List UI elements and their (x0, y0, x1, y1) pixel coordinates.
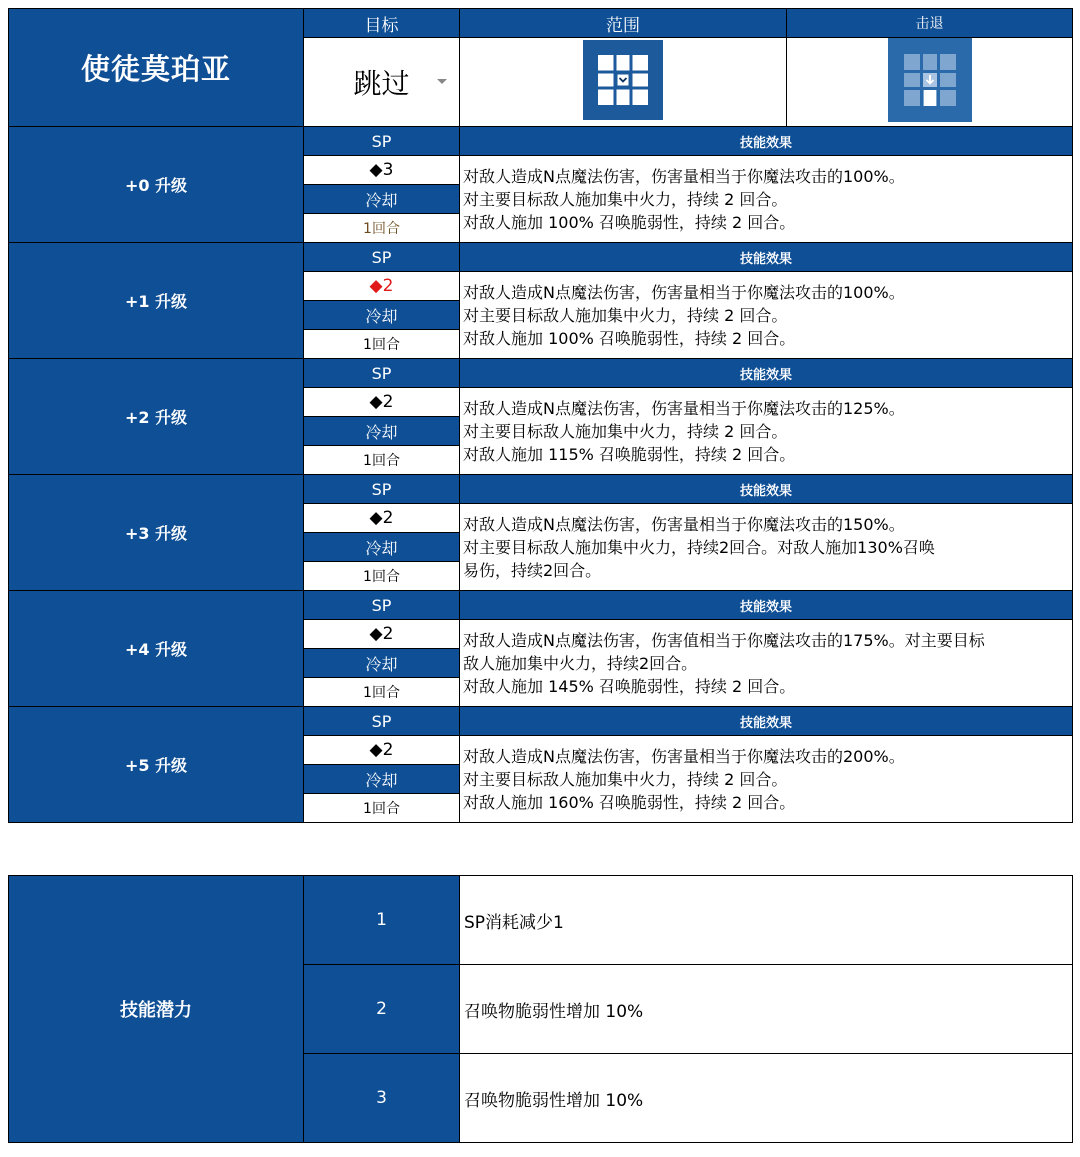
skill-effect-text (460, 272, 1073, 359)
cooldown-label: 冷却 (304, 649, 460, 678)
potential-number: 3 (304, 1054, 460, 1143)
effect-line: 对敌人造成N点魔法伤害，伤害值相当于你魔法攻击的175%。对主要目标 (463, 630, 985, 650)
sp-value: 2 (382, 508, 394, 528)
level-row (9, 591, 1073, 620)
sp-value: 2 (382, 624, 394, 644)
header-range: 范围 (460, 9, 787, 38)
effect-line: 对敌人施加 100% 召唤脆弱性，持续 2 回合。 (463, 212, 796, 232)
potential-text: 召唤物脆弱性增加 10% (460, 1054, 1073, 1143)
skill-effect-text (460, 620, 1073, 707)
diamond-icon: ◆ (369, 624, 383, 644)
target-value: 跳过 (353, 67, 410, 100)
effect-line: 对敌人造成N点魔法伤害，伤害量相当于你魔法攻击的150%。 (463, 514, 905, 534)
grid-3x3-arrow-down-icon (888, 38, 972, 126)
cooldown-value: 1回合 (304, 214, 460, 243)
skill-effect-text (460, 504, 1073, 591)
grid-3x3-chevron-down-icon (583, 40, 663, 124)
cooldown-value: 1回合 (304, 678, 460, 707)
cooldown-label: 冷却 (304, 765, 460, 794)
effect-line: 对敌人造成N点魔法伤害，伤害量相当于你魔法攻击的100%。 (463, 282, 905, 302)
cooldown-label: 冷却 (304, 533, 460, 562)
sp-value: 2 (382, 276, 394, 296)
effect-line: 对主要目标敌人施加集中火力，持续2回合。对敌人施加130%召唤 (463, 537, 935, 557)
effect-line: 对敌人施加 115% 召唤脆弱性，持续 2 回合。 (463, 444, 796, 464)
sp-value: 2 (382, 392, 394, 412)
sp-cost (304, 272, 460, 301)
potential-number: 2 (304, 965, 460, 1054)
level-label: +4 升级 (9, 591, 304, 707)
skill-effect-text (460, 156, 1073, 243)
level-row (9, 127, 1073, 156)
effect-line: 易伤，持续2回合。 (463, 560, 602, 580)
effect-line: 对敌人造成N点魔法伤害，伤害量相当于你魔法攻击的200%。 (463, 746, 905, 766)
knockback-cell (787, 38, 1073, 127)
level-label: +5 升级 (9, 707, 304, 823)
level-label: +0 升级 (9, 127, 304, 243)
skill-effect-label: 技能效果 (460, 359, 1073, 388)
skill-effect-label: 技能效果 (460, 127, 1073, 156)
effect-line: 对主要目标敌人施加集中火力，持续 2 回合。 (463, 769, 788, 789)
level-label: +2 升级 (9, 359, 304, 475)
potential-table (8, 875, 1073, 1143)
sp-cost (304, 388, 460, 417)
header-target: 目标 (304, 9, 460, 38)
sp-label: SP (304, 475, 460, 504)
dropdown-caret-icon[interactable] (437, 79, 447, 84)
level-row (9, 243, 1073, 272)
effect-line: 对主要目标敌人施加集中火力，持续 2 回合。 (463, 189, 788, 209)
skill-table (8, 8, 1073, 823)
cooldown-label: 冷却 (304, 185, 460, 214)
skill-effect-text (460, 388, 1073, 475)
potential-row (9, 876, 1073, 965)
sp-label: SP (304, 243, 460, 272)
header-knockback: 击退 (787, 9, 1073, 38)
level-row (9, 359, 1073, 388)
level-row (9, 475, 1073, 504)
effect-line: 对敌人施加 160% 召唤脆弱性，持续 2 回合。 (463, 792, 796, 812)
diamond-icon: ◆ (369, 740, 383, 760)
sp-cost (304, 736, 460, 765)
sp-value: 2 (382, 740, 394, 760)
sp-cost (304, 620, 460, 649)
skill-effect-label: 技能效果 (460, 475, 1073, 504)
effect-line: 对敌人施加 145% 召唤脆弱性，持续 2 回合。 (463, 676, 796, 696)
cooldown-value: 1回合 (304, 562, 460, 591)
effect-line: 对主要目标敌人施加集中火力，持续 2 回合。 (463, 421, 788, 441)
cooldown-value: 1回合 (304, 330, 460, 359)
diamond-icon: ◆ (369, 276, 383, 296)
sp-label: SP (304, 359, 460, 388)
cooldown-value: 1回合 (304, 446, 460, 475)
potential-text: SP消耗减少1 (460, 876, 1073, 965)
effect-line: 对主要目标敌人施加集中火力，持续 2 回合。 (463, 305, 788, 325)
skill-effect-label: 技能效果 (460, 591, 1073, 620)
cooldown-label: 冷却 (304, 417, 460, 446)
level-label: +3 升级 (9, 475, 304, 591)
skill-name: 使徒莫珀亚 (9, 9, 304, 127)
potential-label: 技能潜力 (9, 876, 304, 1143)
sp-value: 3 (382, 160, 394, 180)
skill-effect-label: 技能效果 (460, 707, 1073, 736)
sp-cost (304, 156, 460, 185)
range-cell (460, 38, 787, 127)
diamond-icon: ◆ (369, 508, 383, 528)
diamond-icon: ◆ (369, 160, 383, 180)
sp-label: SP (304, 591, 460, 620)
cooldown-label: 冷却 (304, 301, 460, 330)
sp-label: SP (304, 707, 460, 736)
effect-line: 对敌人造成N点魔法伤害，伤害量相当于你魔法攻击的125%。 (463, 398, 905, 418)
effect-line: 对敌人造成N点魔法伤害，伤害量相当于你魔法攻击的100%。 (463, 166, 905, 186)
potential-number: 1 (304, 876, 460, 965)
cooldown-value: 1回合 (304, 794, 460, 823)
sp-cost (304, 504, 460, 533)
target-dropdown[interactable] (304, 38, 460, 127)
level-label: +1 升级 (9, 243, 304, 359)
skill-effect-label: 技能效果 (460, 243, 1073, 272)
level-row (9, 707, 1073, 736)
diamond-icon: ◆ (369, 392, 383, 412)
skill-effect-text (460, 736, 1073, 823)
effect-line: 对敌人施加 100% 召唤脆弱性，持续 2 回合。 (463, 328, 796, 348)
sp-label: SP (304, 127, 460, 156)
potential-text: 召唤物脆弱性增加 10% (460, 965, 1073, 1054)
effect-line: 敌人施加集中火力，持续2回合。 (463, 653, 698, 673)
